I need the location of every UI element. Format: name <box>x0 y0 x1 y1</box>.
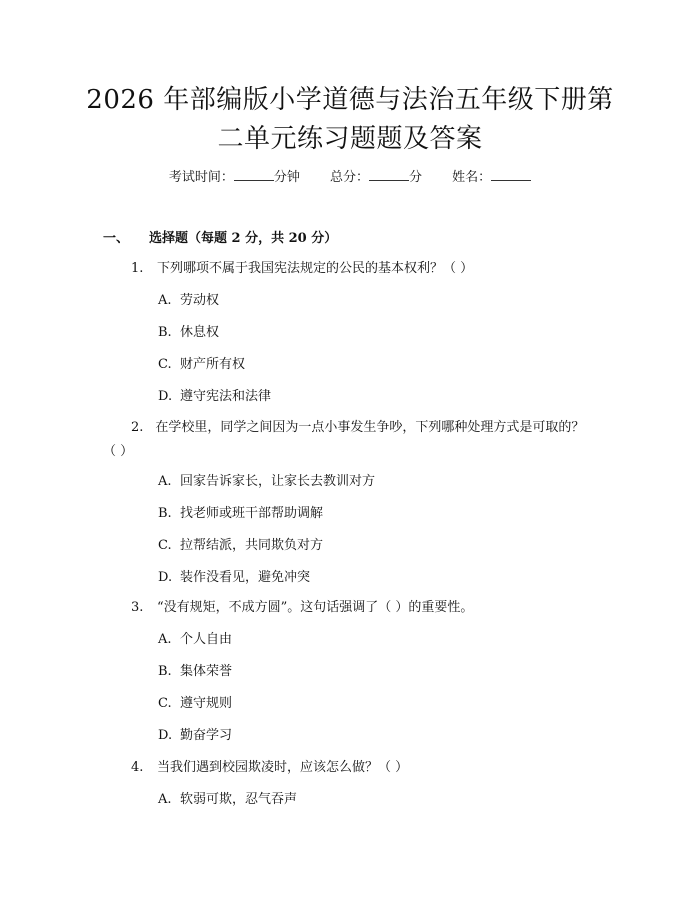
exam-info <box>0 168 700 188</box>
option-text: 遵守宪法和法律 <box>180 389 272 404</box>
option-letter: C. <box>158 538 172 553</box>
option-letter: D. <box>158 570 173 585</box>
document-title-line-2: 二单元练习题题及答案 <box>217 124 483 154</box>
option-letter: A. <box>158 632 172 647</box>
question-number: 1. <box>131 261 144 276</box>
option-1c <box>158 355 245 375</box>
option-2d <box>158 568 310 588</box>
total-score-unit: 分 <box>409 170 423 185</box>
question-text: 下列哪项不属于我国宪法规定的公民的基本权利？（ ） <box>157 261 474 276</box>
total-score-label: 总分： <box>329 170 369 185</box>
option-2c <box>158 536 323 556</box>
option-text: 遵守规则 <box>180 696 233 711</box>
option-letter: A. <box>158 293 172 308</box>
option-text: 拉帮结派，共同欺负对方 <box>180 538 324 553</box>
question-number: 4. <box>131 760 144 775</box>
question-text: 在学校里，同学之间因为一点小事发生争吵，下列哪种处理方式是可取的？（ ） <box>103 420 585 459</box>
question-text: 当我们遇到校园欺凌时，应该怎么做？（ ） <box>157 760 409 775</box>
option-letter: C. <box>158 357 172 372</box>
total-score-field <box>330 168 422 188</box>
question-number: 2. <box>131 420 144 435</box>
exam-time-unit: 分钟 <box>273 170 300 185</box>
option-text: 找老师或班干部帮助调解 <box>180 506 324 521</box>
option-3d <box>158 726 232 746</box>
option-letter: B. <box>158 664 172 679</box>
section-number: 一、 <box>103 231 130 246</box>
option-letter: A. <box>158 792 172 807</box>
student-name-blank <box>491 168 531 181</box>
option-1a <box>158 291 219 311</box>
option-2a <box>158 472 375 492</box>
option-letter: A. <box>158 474 172 489</box>
option-text: 集体荣誉 <box>180 664 233 679</box>
option-text: 软弱可欺，忍气吞声 <box>180 792 298 807</box>
option-text: 勤奋学习 <box>180 728 233 743</box>
option-text: 回家告诉家长，让家长去教训对方 <box>180 474 376 489</box>
question-2 <box>103 416 593 464</box>
option-text: 个人自由 <box>180 632 233 647</box>
exam-time-label: 考试时间： <box>168 170 234 185</box>
option-text: 装作没看见，避免冲突 <box>180 570 311 585</box>
option-text: 休息权 <box>180 325 220 340</box>
section-heading <box>103 229 337 249</box>
option-3c <box>158 694 232 714</box>
option-1d <box>158 387 271 407</box>
student-name-label: 姓名： <box>452 170 492 185</box>
student-name-field <box>452 168 531 188</box>
total-score-blank <box>369 168 409 181</box>
option-letter: D. <box>158 389 173 404</box>
option-3a <box>158 630 232 650</box>
option-letter: C. <box>158 696 172 711</box>
document-title-line-1: 2026 年部编版小学道德与法治五年级下册第 <box>86 85 614 115</box>
option-letter: D. <box>158 728 173 743</box>
exam-time-field <box>169 168 300 188</box>
option-3b <box>158 662 232 682</box>
option-4a <box>158 790 297 810</box>
question-text: “没有规矩，不成方圆”。这句话强调了（ ）的重要性。 <box>157 600 474 615</box>
exam-time-blank <box>234 168 274 181</box>
option-1b <box>158 323 219 343</box>
option-2b <box>158 504 323 524</box>
option-letter: B. <box>158 506 172 521</box>
option-letter: B. <box>158 325 172 340</box>
section-title: 选择题（每题 2 分，共 20 分） <box>149 231 338 246</box>
option-text: 财产所有权 <box>180 357 246 372</box>
option-text: 劳动权 <box>180 293 220 308</box>
question-number: 3. <box>131 600 144 615</box>
